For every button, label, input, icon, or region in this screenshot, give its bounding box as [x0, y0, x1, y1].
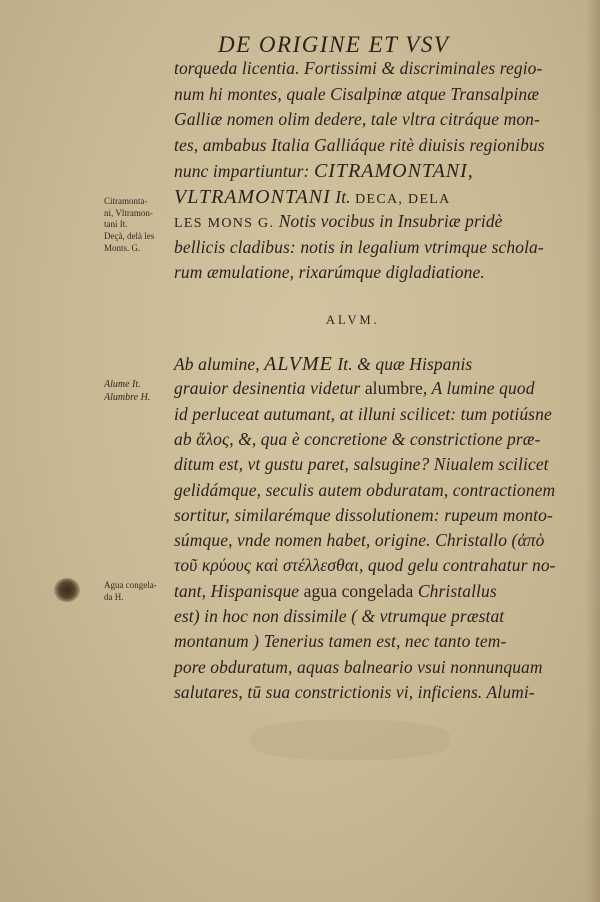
text-line: [174, 555, 556, 576]
text-line: [174, 135, 545, 156]
text-segment: súmque, vnde nomen habet, origine. Christallo (ἀπὸ: [174, 530, 545, 551]
text-segment: VLTRAMONTANI: [174, 185, 331, 208]
text-segment: It.: [330, 186, 356, 207]
text-line: [174, 581, 497, 602]
text-segment: nunc impartiuntur:: [174, 161, 314, 181]
text-segment: gelidámque, seculis autem obduratam, contractionem: [174, 479, 556, 500]
text-line: [174, 454, 549, 475]
ink-show-through: [250, 720, 450, 760]
text-line: [174, 429, 541, 450]
text-line: [174, 530, 544, 551]
text-line: [174, 58, 542, 79]
text-segment: num hi montes, quale Cisalpinæ atque Transalpinæ: [174, 83, 540, 104]
text-segment: Ab alumine,: [174, 354, 265, 374]
text-segment: tant, Hispanisque: [174, 580, 304, 601]
text-segment: rum æmulatione, rixarúmque digladiatione.: [174, 262, 485, 282]
text-line: [174, 404, 552, 425]
text-line: [174, 657, 543, 678]
text-segment: bellicis cladibus: notis in legalium vtrimque schola-: [174, 236, 544, 257]
text-segment: LES MONS G.: [174, 216, 275, 231]
text-line: [174, 606, 504, 627]
text-segment: Galliæ nomen olim dedere, tale vltra citráque mon-: [174, 109, 540, 129]
running-header: DE ORIGINE ET VSV: [218, 32, 450, 57]
text-line: [174, 237, 544, 258]
text-line: [174, 378, 535, 399]
text-segment: torqueda licentia. Fortissimi & discriminales regio-: [174, 58, 543, 78]
text-line: [174, 480, 555, 501]
text-line: [174, 682, 535, 703]
text-segment: , A lumine quod: [422, 378, 535, 399]
text-segment: pore obduratum, aquas balneario vsui nonnunquam: [174, 656, 543, 677]
text-segment: est) in hoc non dissimile ( & vtrumque præstat: [174, 606, 505, 626]
text-segment: sortitur, similarémque dissolutionem: rupeum monto-: [174, 504, 553, 525]
text-segment: salutares, tū sua constrictionis vi, inficiens. Alumi-: [174, 681, 535, 702]
text-segment: alumbre: [364, 378, 423, 399]
margin-note: Citramonta- ni, Vltramon- tani It. Deçà, delà les Monts. G.: [104, 196, 155, 253]
text-line: [174, 505, 553, 526]
text-segment: id perluceat autumant, at illuni scilicet: tum potiúsne: [174, 403, 552, 424]
text-segment: τοῦ κρύους καὶ στέλλεσθαι, quod gelu contrahatur no-: [174, 555, 556, 576]
ink-stain: [54, 578, 80, 602]
text-segment: CITRAMONTANI,: [313, 160, 474, 182]
text-segment: Notis vocibus in Insubriæ pridè: [274, 211, 503, 231]
text-segment: ALVME: [264, 353, 333, 375]
text-line: [174, 631, 506, 652]
text-line: [174, 211, 503, 232]
text-segment: agua congelada: [303, 580, 414, 601]
text-segment: Christallus: [413, 580, 497, 601]
text-line: [174, 186, 451, 209]
text-line: [174, 262, 485, 283]
text-segment: It. & quæ Hispanis: [332, 354, 473, 374]
text-line: [174, 109, 540, 130]
text-line: [174, 160, 474, 183]
text-segment: ditum est, vt gustu paret, salsugine? Niualem scilicet: [174, 454, 549, 475]
text-segment: grauior desinentia videtur: [174, 378, 365, 399]
text-segment: DECA, DELA: [355, 191, 451, 207]
section-heading-alvm: ALVM.: [326, 313, 380, 327]
margin-note: Agua congela- da H.: [104, 580, 157, 602]
text-line: [174, 353, 472, 376]
text-segment: ab ἅλος, &, qua è concretione & constrictione præ-: [174, 428, 541, 449]
text-line: [174, 84, 539, 105]
text-segment: montanum ) Tenerius tamen est, nec tanto tem-: [174, 631, 507, 652]
text-segment: tes, ambabus Italia Galliáque ritè diuisis regionibus: [174, 134, 545, 155]
page-edge-shadow: [586, 0, 600, 902]
margin-note: Alume It. Alumbre H.: [104, 379, 151, 403]
